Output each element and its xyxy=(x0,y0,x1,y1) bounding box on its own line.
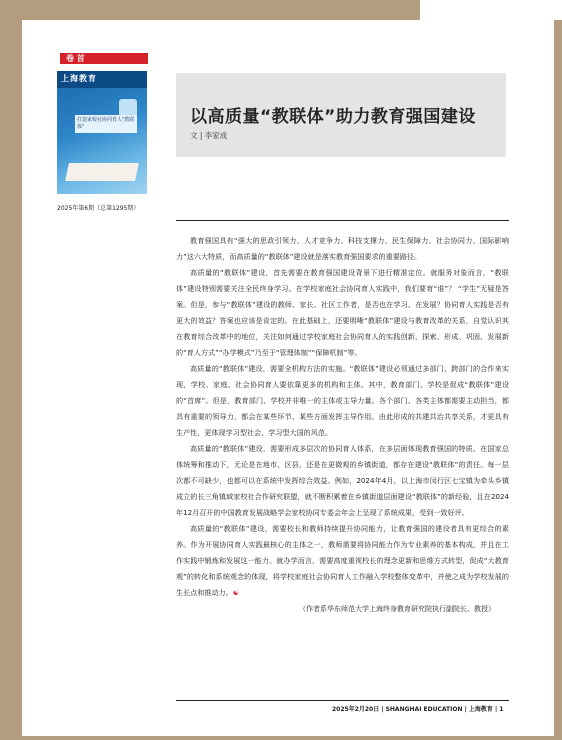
article-author: 文 | 李家成 xyxy=(190,131,228,140)
magazine-cover-image xyxy=(57,71,147,194)
section-tag: 卷 首 xyxy=(60,53,148,64)
paragraph: 高质量的“教联体”建设，需要形成多层次的协同育人体系，在多层面体现教育强国的特质。在国家总体统筹和推动下，无论是在地市、区县，还是在更微观的乡镇街道，都存在建设“教联体”的责任。每一层次都不可缺少，也都可以在系统中发挥综合效益。例如，2024年4月，以上海市闵行区七宝镇为牵头乡镇成立的长三角镇域家校社合作研究联盟，就不断积累着在乡镇街道层面建设“教联体”的新经验，且在2024年12月召开的中国教育发展战略学会家校协同专委会年会上呈现了系统成果，受到一致好评。 xyxy=(176,444,509,517)
cover-logo: 上海教育 xyxy=(61,74,97,83)
footer-divider xyxy=(176,700,509,701)
paragraph-last xyxy=(176,521,509,601)
page-footer: 2025年2月20日 | SHANGHAI EDUCATION | 上海教育 | 1 xyxy=(332,706,504,713)
paragraph-text: 高质量的“教联体”建设，需要校长和教师持续提升协同能力，让教育强国的建设者具有更综合的素养。作为开展协同育人实践最核心的主体之一，教师需要将协同能力作为专业素养的基本构成，并且在工作实践中锻炼和发展这一能力。就办学而言，需要高度重视校长的理念更新和思维方式转型，促成“大教育观”的转化和系统观念的体现，将学校家庭社会协同育人工作融入学校整体变革中，并使之成为学校发展的生长点和推动力。 xyxy=(176,524,509,597)
article-body xyxy=(176,233,509,617)
top-divider xyxy=(176,220,509,221)
page-corner xyxy=(420,0,562,20)
author-signoff: （作者系华东师范大学上海终身教育研究院执行副院长、教授） xyxy=(299,605,495,613)
issue-info: 2025年第6期（总第1295期） xyxy=(57,205,140,212)
article-title: 以高质量“教联体”助力教育强国建设 xyxy=(190,107,476,127)
paragraph: 高质量的“教联体”建设，首先需要在教育强国建设背景下进行精准定位。就服务对象而言，“教联体”建设特别需要关注全民终身学习。在学校家庭社会协同育人实践中，我们要育“谁”？ “学生”无疑是答案。但是，参与“教联体”建设的教师、家长、社区工作者，是否也在学习、在发展？协同育人实践是否有更大的效益？答案也应该是肯定的。在此基础上，还要明晰“教联体”建设与教育改革的关系，自觉认识其在教育综合改革中的地位，关注如何通过学校家庭社会协同育人的实践创新，探索、形成、巩固、发展新的“育人方式”“办学模式”乃至于“管理体制”“保障机制”等。 xyxy=(176,268,509,357)
paragraph: 高质量的“教联体”建设，需要全机构方法的实施。“教联体”建设必须通过多部门、跨部门的合作来实现，学校、家庭、社会协同育人要依靠更多的机构和主体。其中，教育部门、学校是促成“教联体”建设的“首席”。但是，教育部门、学校并非唯一的主体或主导力量。各个部门、各类主体都需要主动担当，都具有重要的领导力，都会在某些环节、某些方面发挥主导作用。由此形成的共建共治共享关系，才更具有生产性，更体现学习型社会、学习型大国的风范。 xyxy=(176,364,509,437)
end-mark-icon: ☯ xyxy=(232,588,240,597)
paragraph: 教育强国具有“强大的思政引领力、人才竞争力、科技支撑力、民生保障力、社会协同力、国际影响力”这六大特质，而高质量的“教联体”建设就是落实教育强国要求的重要路径。 xyxy=(176,236,509,261)
cover-headline: 打造家校社协同育人"教联体" xyxy=(75,115,137,133)
cover-book-graphic xyxy=(65,163,139,181)
